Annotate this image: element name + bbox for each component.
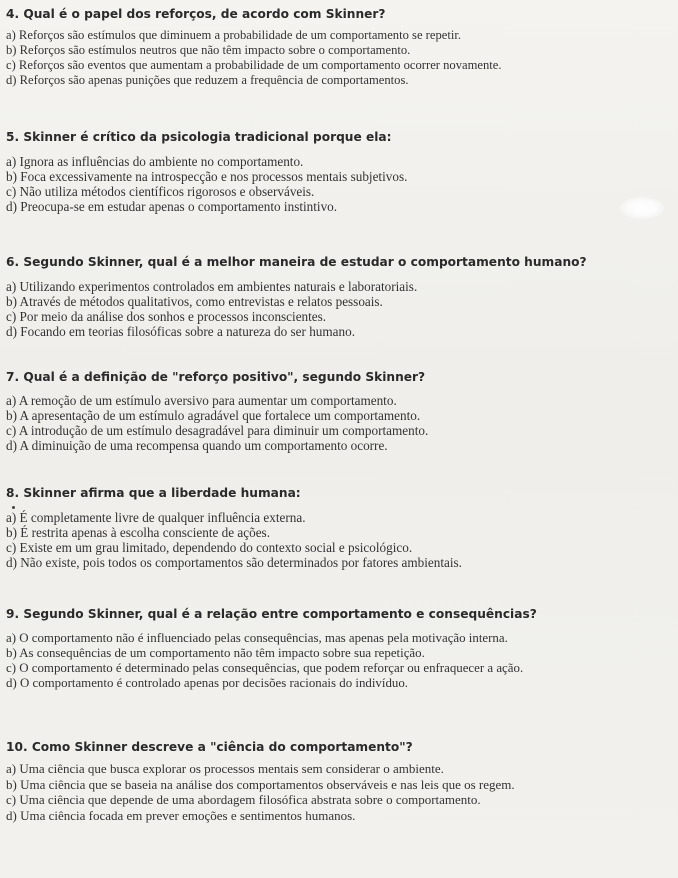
question-5-option-c: c) Não utiliza métodos científicos rigorosos e observáveis. (6, 184, 315, 199)
question-7-title: 7. Qual é a definição de "reforço positivo", segundo Skinner? (6, 370, 426, 384)
question-9-option-a: a) O comportamento não é influenciado pelas consequências, mas apenas pela motivação interna. (6, 631, 508, 645)
question-7 (6, 369, 672, 453)
question-10-option-c: c) Uma ciência que depende de uma abordagem filosófica abstrata sobre o comportamento. (6, 792, 481, 807)
question-9-option-b: b) As consequências de um comportamento não têm impacto sobre sua repetição. (6, 646, 425, 660)
question-7-option-a: a) A remoção de um estímulo aversivo para aumentar um comportamento. (6, 393, 397, 408)
question-8-option-c: c) Existe em um grau limitado, dependendo do contexto social e psicológico. (6, 540, 413, 555)
question-7-option-d: d) A diminuição de uma recompensa quando um comportamento ocorre. (6, 438, 388, 453)
question-10-title: 10. Como Skinner descreve a "ciência do comportamento"? (6, 740, 413, 754)
question-8 (6, 485, 672, 570)
question-4-title: 4. Qual é o papel dos reforços, de acordo com Skinner? (6, 7, 386, 21)
question-4-option-b: b) Reforços são estímulos neutros que não têm impacto sobre o comportamento. (6, 43, 411, 57)
question-9 (6, 606, 672, 691)
pen-mark (12, 506, 15, 509)
question-10 (6, 739, 672, 823)
question-4-option-d: d) Reforços são apenas punições que reduzem a frequência de comportamentos. (6, 73, 409, 87)
question-5-option-a: a) Ignora as influências do ambiente no comportamento. (6, 154, 304, 169)
question-5-title: 5. Skinner é crítico da psicologia tradicional porque ela: (6, 130, 392, 144)
question-9-option-d: d) O comportamento é controlado apenas por decisões racionais do indivíduo. (6, 676, 409, 690)
question-4-option-c: c) Reforços são eventos que aumentam a probabilidade de um comportamento ocorrer novamente. (6, 58, 502, 72)
question-8-title: 8. Skinner afirma que a liberdade humana: (6, 486, 301, 500)
question-10-option-d: d) Uma ciência focada em prever emoções e sentimentos humanos. (6, 807, 356, 823)
question-6-title: 6. Segundo Skinner, qual é a melhor maneira de estudar o comportamento humano? (6, 255, 587, 269)
question-6 (6, 254, 672, 339)
question-8-option-a: a) É completamente livre de qualquer influência externa. (6, 510, 306, 525)
question-5-option-d: d) Preocupa-se em estudar apenas o comportamento instintivo. (6, 199, 338, 214)
question-6-option-a: a) Utilizando experimentos controlados em ambientes naturais e laboratoriais. (6, 279, 418, 294)
question-8-option-b: b) É restrita apenas à escolha consciente de ações. (6, 525, 270, 540)
question-5 (6, 129, 672, 214)
question-7-option-c: c) A introdução de um estímulo desagradável para diminuir um comportamento. (6, 423, 429, 438)
question-10-option-a: a) Uma ciência que busca explorar os processos mentais sem considerar o ambiente. (6, 761, 444, 776)
question-10-option-b: b) Uma ciência que se baseia na análise dos comportamentos observáveis e nas leis que os regem. (6, 776, 515, 792)
question-6-option-b: b) Através de métodos qualitativos, como entrevistas e relatos pessoais. (6, 294, 383, 309)
question-8-option-d: d) Não existe, pois todos os comportamentos são determinados por fatores ambientais. (6, 555, 462, 570)
question-5-option-b: b) Foca excessivamente na introspecção e nos processos mentais subjetivos. (6, 169, 408, 184)
light-glare (620, 197, 664, 219)
question-9-option-c: c) O comportamento é determinado pelas consequências, que podem reforçar ou enfraquecer a ação. (6, 661, 524, 675)
question-7-option-b: b) A apresentação de um estímulo agradável que fortalece um comportamento. (6, 408, 421, 423)
question-4-option-a: a) Reforços são estímulos que diminuem a probabilidade de um comportamento se repetir. (6, 28, 461, 42)
question-6-option-c: c) Por meio da análise dos sonhos e processos inconscientes. (6, 309, 327, 324)
question-6-option-d: d) Focando em teorias filosóficas sobre a natureza do ser humano. (6, 324, 355, 339)
question-4 (6, 6, 672, 88)
question-9-title: 9. Segundo Skinner, qual é a relação entre comportamento e consequências? (6, 607, 537, 621)
